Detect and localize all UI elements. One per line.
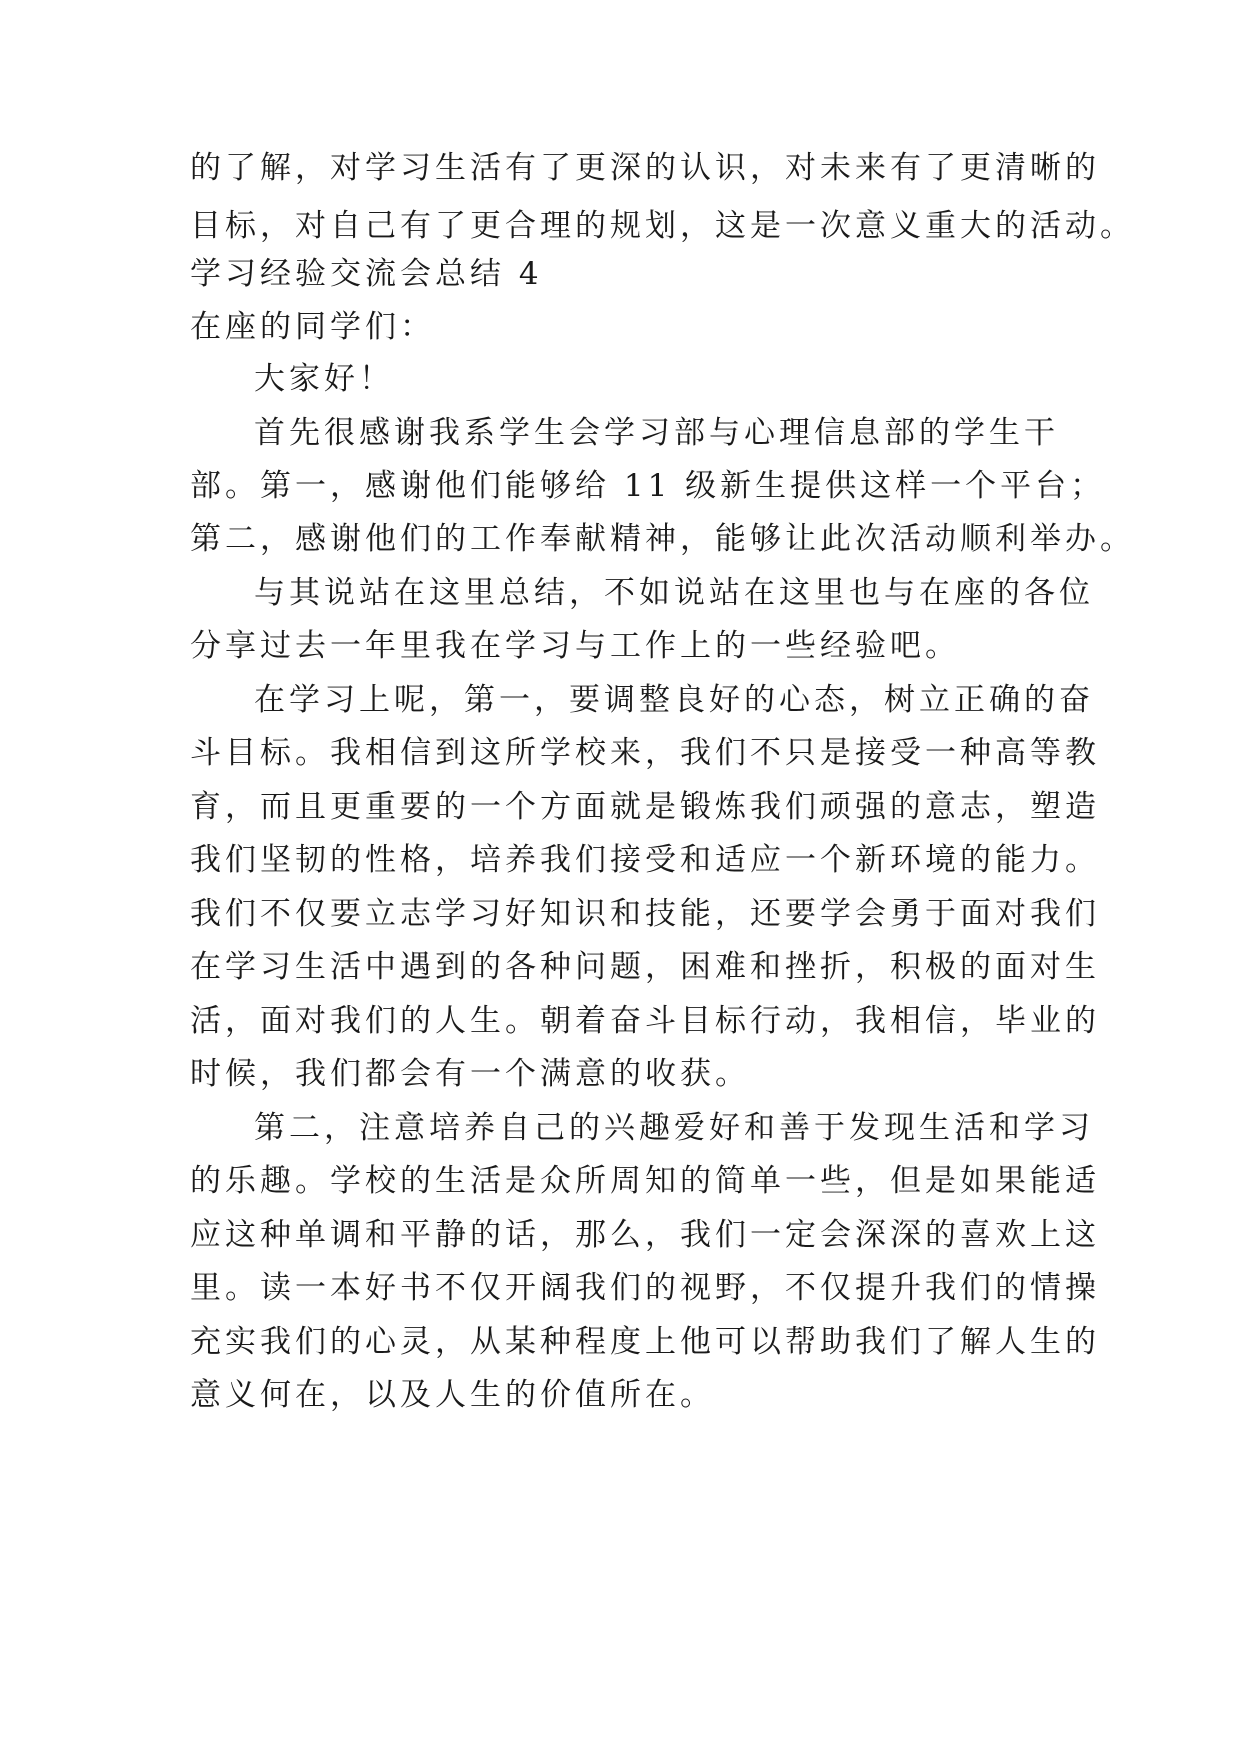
text-line: 我们坚韧的性格，培养我们接受和适应一个新环境的能力。	[190, 842, 1100, 878]
text-line: 充实我们的心灵，从某种程度上他可以帮助我们了解人生的	[190, 1324, 1100, 1360]
text-line: 目标，对自己有了更合理的规划，这是一次意义重大的活动。	[190, 208, 1135, 244]
salutation: 在座的同学们：	[190, 309, 435, 345]
text-line: 在学习上呢，第一，要调整良好的心态，树立正确的奋	[254, 682, 1094, 718]
greeting: 大家好！	[254, 361, 394, 397]
text-line: 我们不仅要立志学习好知识和技能，还要学会勇于面对我们	[190, 896, 1100, 932]
text-line: 育，而且更重要的一个方面就是锻炼我们顽强的意志，塑造	[190, 789, 1100, 825]
text-line: 里。读一本好书不仅开阔我们的视野，不仅提升我们的情操	[190, 1270, 1100, 1306]
text-line: 的乐趣。学校的生活是众所周知的简单一些，但是如果能适	[190, 1163, 1100, 1199]
text-line: 第二，注意培养自己的兴趣爱好和善于发现生活和学习	[254, 1110, 1094, 1146]
text-line: 首先很感谢我系学生会学习部与心理信息部的学生干	[254, 415, 1059, 451]
text-line: 第二，感谢他们的工作奉献精神，能够让此次活动顺利举办。	[190, 521, 1135, 557]
text-line: 与其说站在这里总结，不如说站在这里也与在座的各位	[254, 575, 1094, 611]
text-line: 时候，我们都会有一个满意的收获。	[190, 1056, 750, 1092]
text-line: 意义何在，以及人生的价值所在。	[190, 1377, 715, 1413]
text-line: 的了解，对学习生活有了更深的认识，对未来有了更清晰的	[190, 150, 1100, 186]
text-line: 应这种单调和平静的话，那么，我们一定会深深的喜欢上这	[190, 1217, 1100, 1253]
text-line: 部。第一，感谢他们能够给 11 级新生提供这样一个平台；	[190, 468, 1106, 504]
text-line: 斗目标。我相信到这所学校来，我们不只是接受一种高等教	[190, 735, 1100, 771]
text-line: 分享过去一年里我在学习与工作上的一些经验吧。	[190, 628, 960, 664]
section-heading: 学习经验交流会总结 4	[190, 256, 543, 292]
text-line: 活，面对我们的人生。朝着奋斗目标行动，我相信，毕业的	[190, 1003, 1100, 1039]
text-line: 在学习生活中遇到的各种问题，困难和挫折，积极的面对生	[190, 949, 1100, 985]
